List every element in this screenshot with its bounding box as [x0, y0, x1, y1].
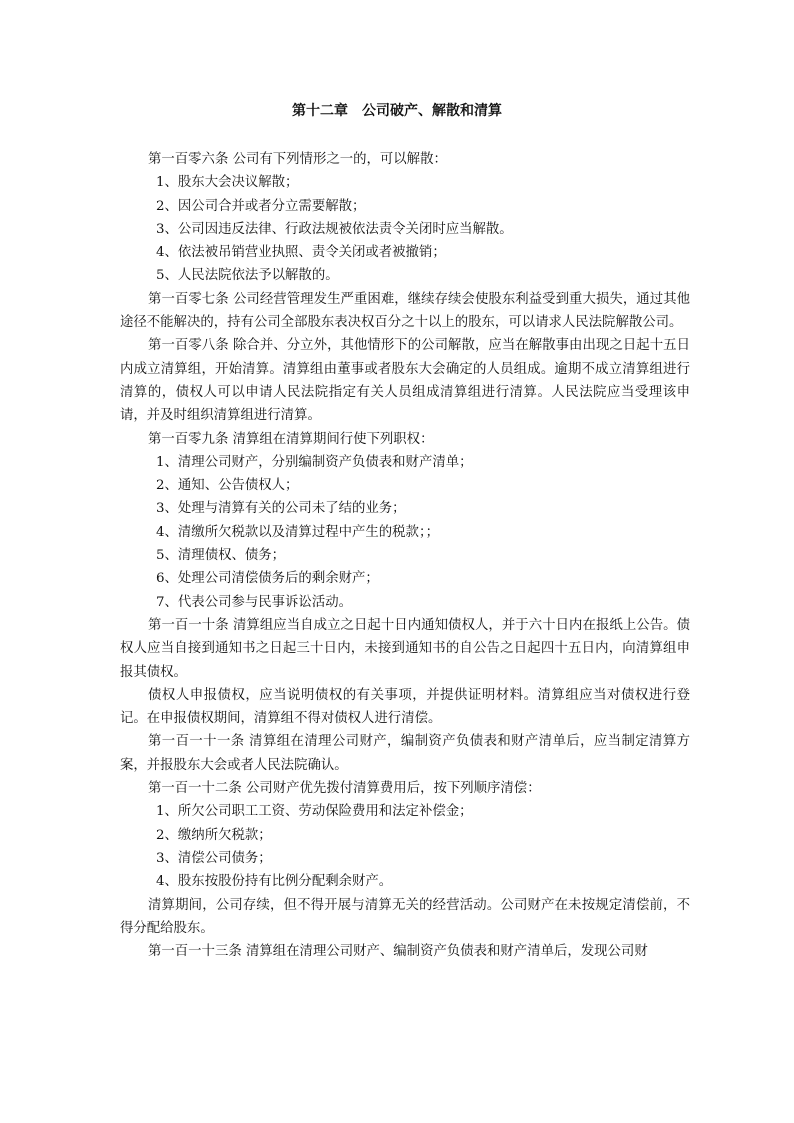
- list-item: 3、公司因违反法律、行政法规被依法责令关闭时应当解散。: [156, 221, 513, 237]
- list-item: 1、清理公司财产，分别编制资产负债表和财产清单；: [156, 454, 473, 470]
- paragraph: 债权人申报债权，应当说明债权的有关事项，并提供证明材料。清算组应当对债权进行登记。在申报债权期间，清算组不得对债权人进行清偿。: [120, 687, 690, 727]
- list-item: 6、处理公司清偿债务后的剩余财产；: [156, 571, 379, 587]
- paragraph: 第一百零六条 公司有下列情形之一的，可以解散：: [148, 152, 447, 167]
- paragraph: 第一百零七条 公司经营管理发生严重困难，继续存续会使股东利益受到重大损失，通过其他途径不能解决的，持有公司全部股东表决权百分之十以上的股东，可以请求人民法院解散公司。: [120, 291, 690, 331]
- paragraph: 第一百一十条 清算组应当自成立之日起十日内通知债权人，并于六十日内在报纸上公告。债权人应当自接到通知书之日起三十日内，未接到通知书的自公告之日起四十五日内，向清算组申报其债权。: [120, 617, 690, 680]
- list-item: 3、清偿公司债务；: [156, 850, 272, 866]
- list-item: 4、清缴所欠税款以及清算过程中产生的税款；；: [156, 524, 440, 540]
- list-item: 5、清理债权、债务；: [156, 548, 286, 564]
- list-item: 1、所欠公司职工工资、劳动保险费用和法定补偿金；: [156, 804, 473, 820]
- paragraph: 第一百零九条 清算组在清算期间行使下列职权：: [148, 431, 434, 447]
- list-item: 4、依法被吊销营业执照、责令关闭或者被撤销；: [156, 245, 446, 261]
- list-item: 1、股东大会决议解散；: [156, 175, 299, 191]
- list-item: 2、因公司合并或者分立需要解散；: [156, 198, 366, 214]
- list-item: 5、人民法院依法予以解散的。: [156, 268, 339, 284]
- chapter-title: 第十二章 公司破产、解散和清算: [292, 103, 502, 119]
- paragraph: 第一百一十二条 公司财产优先拨付清算费用后，按下列顺序清偿：: [148, 781, 541, 797]
- paragraph: 清算期间，公司存续，但不得开展与清算无关的经营活动。公司财产在未按规定清偿前，不得分配给股东。: [120, 897, 690, 936]
- list-item: 2、通知、公告债权人；: [156, 478, 299, 494]
- list-item: 2、缴纳所欠税款；: [156, 827, 272, 843]
- paragraph: 第一百一十三条 清算组在清理公司财产、编制资产负债表和财产清单后，发现公司财: [148, 944, 648, 960]
- paragraph: 第一百一十一条 清算组在清理公司财产，编制资产负债表和财产清单后，应当制定清算方案，并报股东大会或者人民法院确认。: [120, 734, 690, 773]
- document-body: [120, 148, 690, 963]
- list-item: 4、股东按股份持有比例分配剩余财产。: [156, 874, 393, 890]
- list-item: 7、代表公司参与民事诉讼活动。: [156, 594, 352, 610]
- paragraph: 第一百零八条 除合并、分立外，其他情形下的公司解散，应当在解散事由出现之日起十五日内成立清算组，开始清算。清算组由董事或者股东大会确定的人员组成。逾期不成立清算组进行清算的，债权人可以申请人民法院指定有关人员组成清算组进行清算。人民法院应当受理该申请，并及时组织清算组进行清算。: [120, 338, 690, 424]
- list-item: 3、处理与清算有关的公司未了结的业务；: [156, 501, 406, 517]
